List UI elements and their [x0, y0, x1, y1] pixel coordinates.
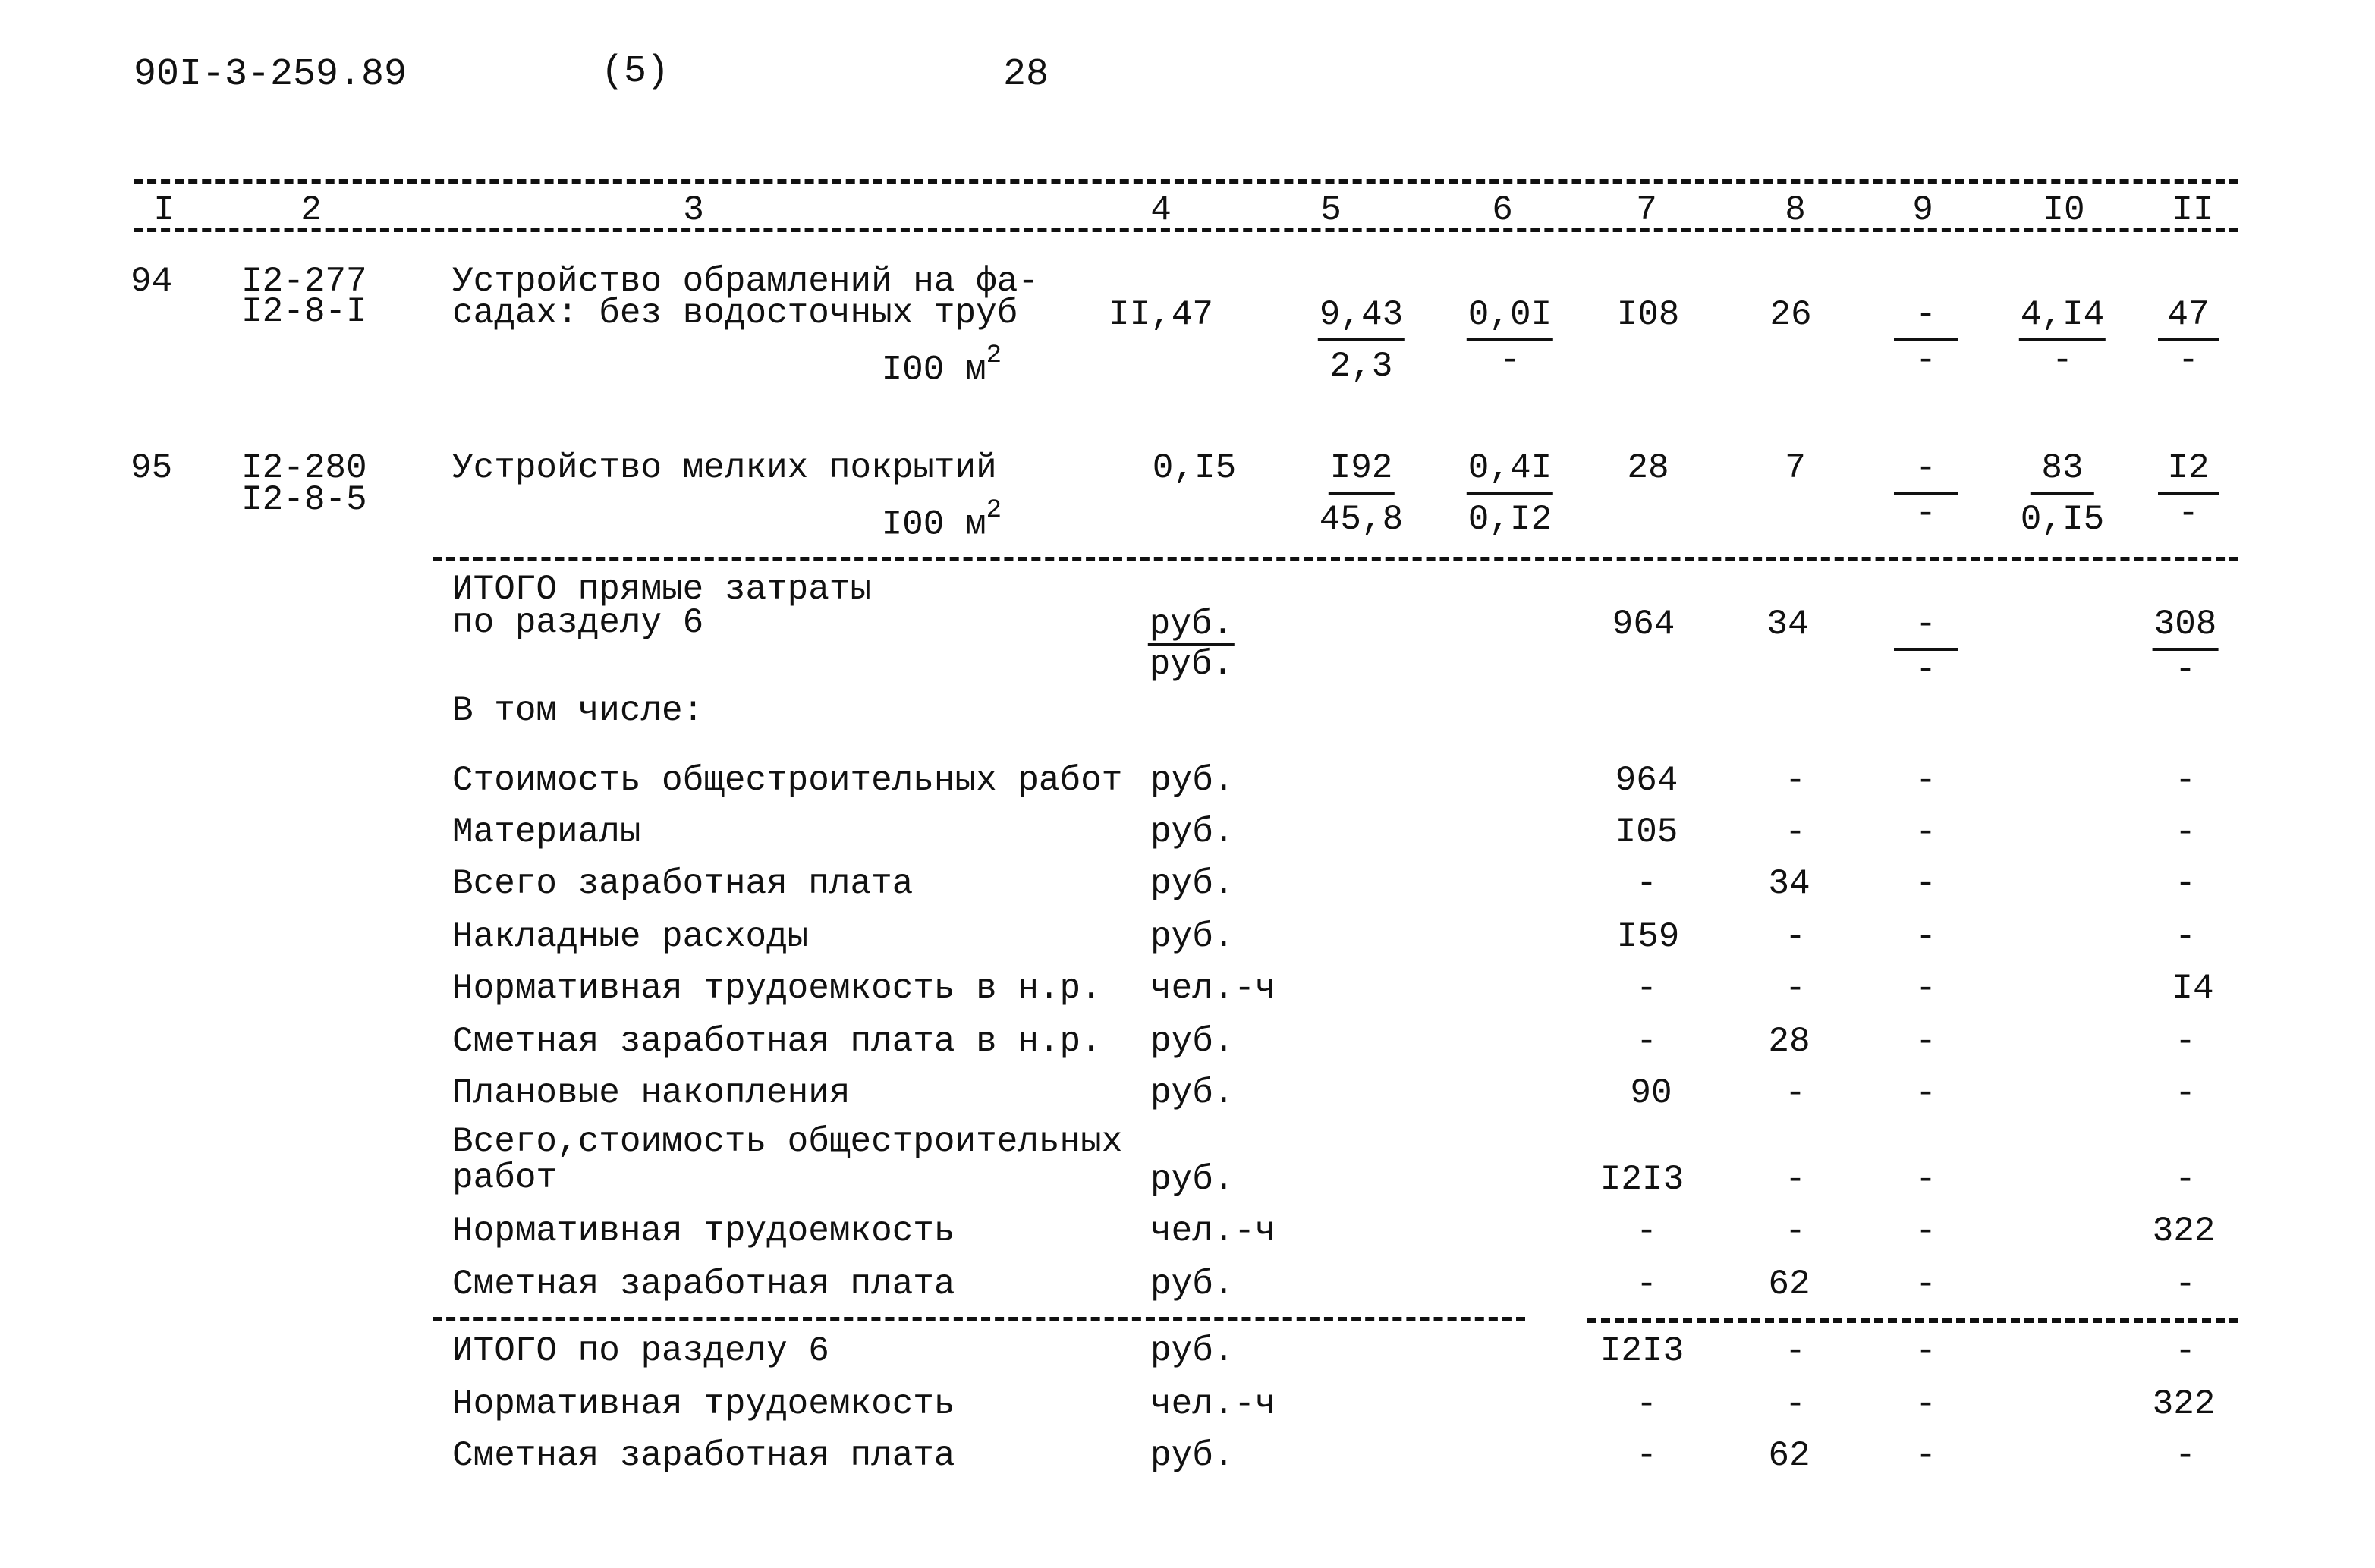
item-label: работ [452, 1158, 558, 1198]
col9-value: - - [1894, 297, 1958, 378]
unit-of-measure: I00 $м^2$ [881, 341, 1002, 390]
row-number: 95 [131, 448, 173, 488]
col9-value: - - [1894, 607, 1958, 687]
col9-value: - [1915, 1436, 1936, 1475]
col8-value: - [1785, 812, 1806, 852]
item-label: Сметная заработная плата [452, 1265, 955, 1304]
col9-value: - [1915, 1073, 1936, 1113]
item-label: Накладные расходы [452, 917, 809, 957]
col8-value: 28 [1768, 1022, 1810, 1061]
col11-value: - [2175, 864, 2196, 903]
col9-value: - [1915, 917, 1936, 957]
col8-value: - [1785, 1073, 1806, 1113]
col-header-4: 4 [1150, 190, 1172, 230]
col9-value: - [1915, 761, 1936, 800]
page-number: 28 [1003, 53, 1049, 96]
col11-value: - [2175, 1160, 2196, 1199]
quantity: II,47 [1108, 295, 1214, 335]
col9-value: - [1915, 864, 1936, 903]
col8-value: - [1785, 1211, 1806, 1251]
table-header-rule [134, 228, 2238, 232]
col11-value: - [2175, 917, 2196, 957]
item-unit: чел.-ч [1150, 1211, 1276, 1251]
col7-value: I2I3 [1600, 1331, 1685, 1371]
col7-value: - [1636, 1384, 1657, 1424]
col8-value: 34 [1766, 605, 1809, 644]
col-header-7: 7 [1636, 190, 1657, 230]
norm-code: I2-8-5 [241, 480, 367, 520]
item-unit: руб. [1150, 1022, 1235, 1061]
col6-value: $\frac{0,4I}{0,I2}$ [1467, 448, 1552, 539]
work-description: Устройство мелких покрытий [452, 448, 997, 488]
col7-value: I59 [1616, 917, 1680, 957]
col11-value: - [2175, 1265, 2196, 1304]
col8-value: 34 [1768, 864, 1810, 903]
col-header-11: II [2172, 190, 2214, 230]
col8-value: - [1785, 761, 1806, 800]
item-label: Сметная заработная плата в н.р. [452, 1022, 1102, 1061]
col7-value: 28 [1627, 448, 1669, 488]
col10-value: 4,I4 - [2020, 295, 2105, 380]
item-label: Нормативная трудоемкость [452, 1384, 955, 1424]
item-unit: руб. [1150, 812, 1235, 852]
col7-value: 964 [1615, 761, 1678, 800]
col7-value: - [1636, 1211, 1657, 1251]
col-header-2: 2 [300, 190, 322, 230]
item-label: Нормативная трудоемкость в н.р. [452, 969, 1102, 1008]
col11-value: I4 [2172, 969, 2214, 1008]
item-unit: руб. [1150, 761, 1235, 800]
col11-value: - [2175, 1331, 2196, 1371]
col7-value: I08 [1616, 295, 1680, 335]
col11-value: 322 [2152, 1384, 2216, 1424]
col11-value: I2 - [2158, 451, 2219, 531]
item-unit: чел.-ч [1150, 1384, 1276, 1424]
item-unit: руб. [1150, 864, 1235, 903]
col8-value: - [1785, 969, 1806, 1008]
col9-value: - [1915, 1265, 1936, 1304]
item-label: Материалы [452, 812, 641, 852]
col8-value: 62 [1768, 1265, 1810, 1304]
col9-value: - [1915, 1022, 1936, 1061]
item-unit: руб. [1150, 1331, 1235, 1371]
item-label: Плановые накопления [452, 1073, 851, 1113]
col9-value: - [1915, 969, 1936, 1008]
part-number: (5) [601, 50, 670, 93]
col8-value: - [1785, 917, 1806, 957]
item-label: Стоимость общестроительных работ [452, 761, 1123, 800]
col7-value: I05 [1615, 812, 1678, 852]
col8-value: - [1785, 1384, 1806, 1424]
row-number: 94 [131, 262, 173, 301]
total-unit: руб. руб. [1149, 605, 1234, 684]
item-label: ИТОГО по разделу 6 [452, 1331, 829, 1371]
col11-value: 47 - [2158, 297, 2219, 378]
item-unit: руб. [1150, 917, 1235, 957]
item-unit: руб. [1150, 1160, 1235, 1199]
col11-value: - [2175, 1436, 2196, 1475]
col7-value: 964 [1612, 605, 1675, 644]
col8-value: 26 [1769, 295, 1812, 335]
total-label: по разделу 6 [452, 603, 704, 643]
item-label: Всего заработная плата [452, 864, 914, 903]
col11-value: 308 - [2153, 605, 2217, 690]
item-label: Сметная заработная плата [452, 1436, 955, 1475]
document-code: 90I-3-259.89 [134, 53, 407, 96]
col-header-9: 9 [1912, 190, 1933, 230]
item-unit: руб. [1150, 1073, 1235, 1113]
item-label: Нормативная трудоемкость [452, 1211, 955, 1251]
table-top-rule [134, 179, 2238, 184]
col9-value: - [1915, 1160, 1936, 1199]
col7-value: - [1636, 1022, 1657, 1061]
col8-value: - [1785, 1160, 1806, 1199]
work-description: садах: без водосточных труб [452, 294, 1018, 333]
col6-value: 0,0I - [1467, 295, 1552, 380]
total-label: ИТОГО прямые затраты [452, 570, 872, 609]
col9-value: - [1915, 1384, 1936, 1424]
col11-value: - [2175, 812, 2196, 852]
work-description: Устройство обрамлений на фа- [452, 262, 1039, 301]
col-header-10: I0 [2043, 190, 2085, 230]
item-label: Всего,стоимость общестроительных [452, 1122, 1123, 1161]
including-label: В том числе: [452, 691, 704, 731]
col9-value: - [1915, 1331, 1936, 1371]
col7-value: 90 [1630, 1073, 1672, 1113]
norm-code: I2-8-I [241, 292, 367, 332]
col9-value: - [1915, 812, 1936, 852]
col7-value: - [1636, 1436, 1657, 1475]
col7-value: - [1636, 1265, 1657, 1304]
norm-code: I2-280 [241, 448, 367, 488]
col11-value: - [2175, 1073, 2196, 1113]
col9-value: - [1915, 1211, 1936, 1251]
section-total-rule-left [433, 1317, 1525, 1321]
item-unit: руб. [1150, 1265, 1235, 1304]
col8-value: 62 [1768, 1436, 1810, 1475]
col-header-5: 5 [1320, 190, 1342, 230]
col-header-1: I [153, 190, 175, 230]
section-total-rule-right [1587, 1318, 2238, 1323]
col10-value: $\frac{83}{0,I5}$ [2020, 448, 2105, 539]
col11-value: - [2175, 761, 2196, 800]
col11-value: 322 [2152, 1211, 2216, 1251]
col9-value: - - [1894, 451, 1958, 531]
item-unit: чел.-ч [1150, 969, 1276, 1008]
subtotal-rule [433, 557, 2238, 561]
unit-of-measure: I00 $м^2$ [881, 496, 1002, 545]
col5-value: $\frac{I92}{45,8}$ [1319, 448, 1404, 539]
col7-value: - [1636, 864, 1657, 903]
col7-value: I2I3 [1600, 1160, 1685, 1199]
col-header-8: 8 [1785, 190, 1806, 230]
quantity: 0,I5 [1152, 448, 1237, 488]
col8-value: 7 [1785, 448, 1806, 488]
col5-value: $\frac{9,43}{2,3}$ [1319, 295, 1404, 386]
norm-code: I2-277 [241, 262, 367, 301]
col7-value: - [1636, 969, 1657, 1008]
item-unit: руб. [1150, 1436, 1235, 1475]
col11-value: - [2175, 1022, 2196, 1061]
col-header-6: 6 [1492, 190, 1513, 230]
col8-value: - [1785, 1331, 1806, 1371]
col-header-3: 3 [683, 190, 704, 230]
